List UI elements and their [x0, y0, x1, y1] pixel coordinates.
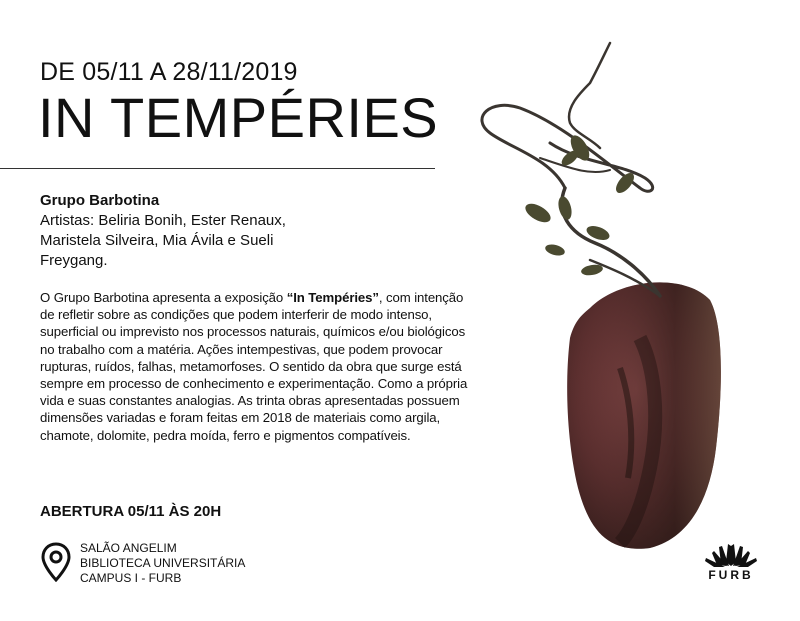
date-range: DE 05/11 A 28/11/2019	[40, 58, 298, 86]
artists-list	[40, 211, 340, 271]
description-body: , com intenção de refletir sobre as condições que podem interferir de modo intenso, superficial ou imprevisto nos processos naturais, químicos e/ou biológicos no trabalho com a matéria. Ações intempestivas, que podem provocar rupturas, ruídos, falhas, metamorfoses. O sentido da obra que surge está sempre em processo de conhecimento e experimentação. Como a própria vida e suas constantes analogias. As trinta obras apresentadas possuem dimensões variadas e foram feitas em 2018 de materiais como argila, chamote, dolomite, pedra moída, ferro e pigmentos compatíveis.	[40, 290, 468, 443]
exhibition-name: “In Tempéries”	[286, 290, 379, 305]
artwork-image	[470, 38, 740, 558]
description-intro: O Grupo Barbotina apresenta a exposição	[40, 290, 287, 305]
map-pin-icon	[40, 542, 72, 582]
title-divider	[0, 168, 435, 169]
artists-line: Maristela Silveira, Mia Ávila e Sueli	[40, 232, 274, 249]
artists-line: Freygang.	[40, 252, 108, 269]
venue-line: SALÃO ANGELIM	[80, 541, 177, 555]
furb-logo-text: FURB	[708, 568, 754, 582]
group-name: Grupo Barbotina	[40, 192, 160, 209]
artists-line: Artistas: Beliria Bonih, Ester Renaux,	[40, 212, 286, 229]
exhibition-title: IN TEMPÉRIES	[38, 86, 439, 149]
venue-line: CAMPUS I - FURB	[80, 571, 182, 585]
venue-line: BIBLIOTECA UNIVERSITÁRIA	[80, 556, 246, 570]
opening-info: ABERTURA 05/11 ÀS 20H	[40, 503, 222, 520]
venue-address	[80, 541, 245, 586]
description-paragraph	[40, 289, 470, 444]
